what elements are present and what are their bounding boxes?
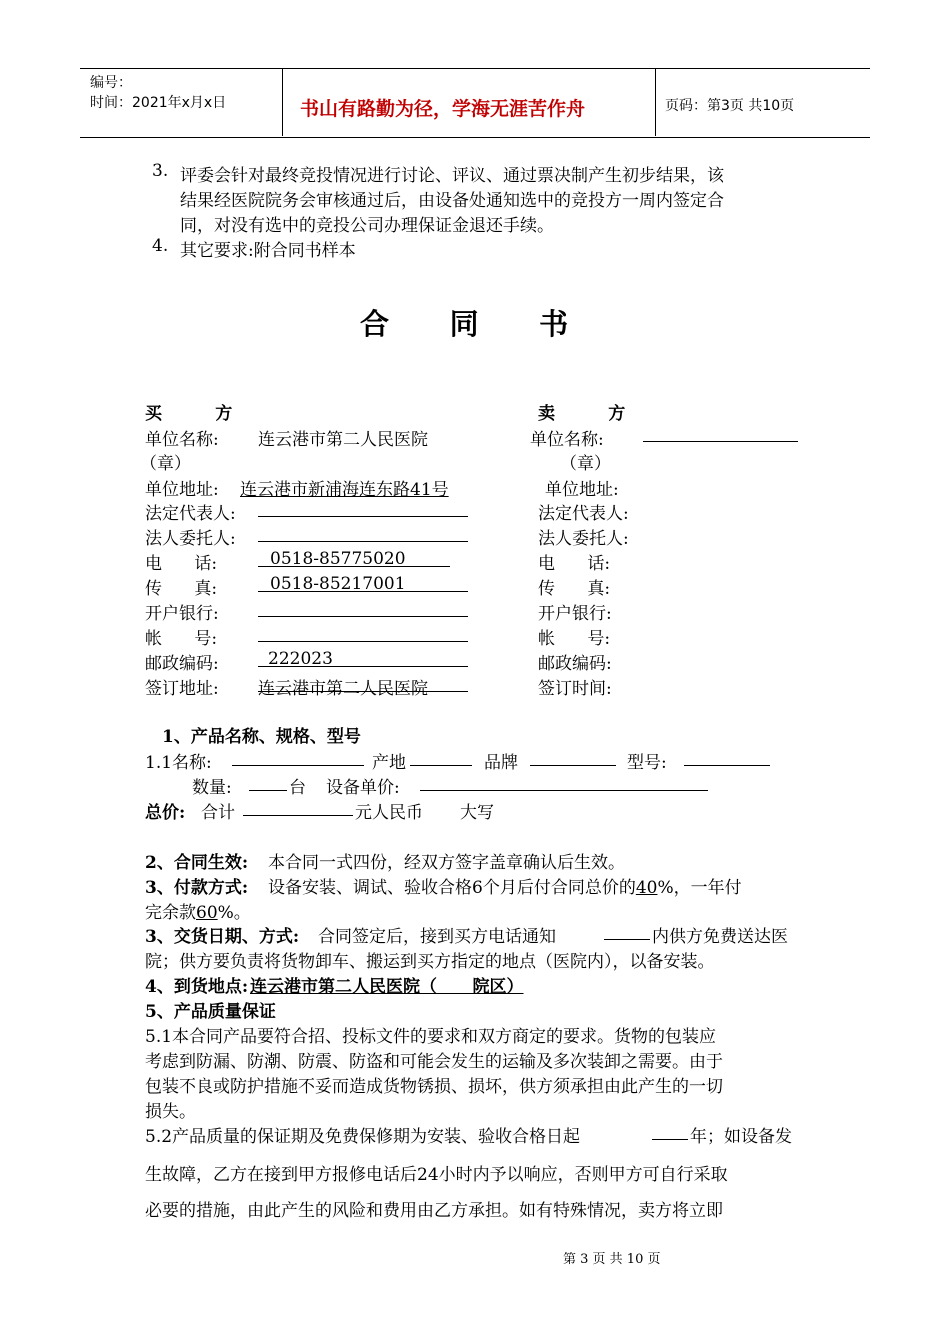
buyer-phone: 0518-85775020 [270, 549, 406, 569]
rmb-label: 元人民币 [355, 803, 423, 823]
seller-sign-time-label: 签订时间: [538, 679, 612, 699]
product-name-field[interactable] [232, 765, 364, 766]
buyer-sign-place-label: 签订地址: [145, 679, 219, 699]
product-name-label: 1.1名称: [145, 753, 212, 773]
buyer-legal-agent-field[interactable] [258, 541, 468, 542]
buyer-fax-underline [258, 591, 468, 592]
buyer-fax-label: 传 真: [145, 579, 218, 599]
buyer-account-label: 帐 号: [145, 629, 218, 649]
buyer-address: 连云港市新浦海连东路41号 [240, 480, 449, 500]
delivery-days-field[interactable] [604, 939, 650, 940]
buyer-legal-agent-label: 法人委托人: [145, 529, 236, 549]
delivery-location: 连云港市第二人民医院（ 院区） [250, 977, 524, 997]
buyer-bank-label: 开户银行: [145, 604, 219, 624]
quantity-unit: 台 [289, 778, 306, 798]
seller-bank-label: 开户银行: [538, 604, 612, 624]
buyer-phone-label: 电 话: [145, 554, 218, 574]
item-text: 同，对没有选中的竞投公司办理保证金退还手续。 [180, 216, 554, 236]
buyer-account-field[interactable] [258, 641, 468, 642]
contract-title: 合 同 书 [360, 307, 569, 341]
payment-text: 设备安装、调试、验收合格6个月后付合同总价的40%，一年付 [268, 878, 742, 898]
buyer-sign-place: 连云港市第二人民医院 [258, 679, 428, 699]
header-divider [282, 68, 283, 136]
payment-percent-2: 60 [196, 903, 218, 923]
buyer-unit-name: 连云港市第二人民医院 [258, 430, 428, 450]
seller-legal-agent-label: 法人委托人: [538, 529, 629, 549]
buyer-postcode-label: 邮政编码: [145, 654, 219, 674]
buyer-unit-name-label: 单位名称: [145, 430, 219, 450]
buyer-legal-rep-field[interactable] [258, 516, 468, 517]
seller-account-label: 帐 号: [538, 629, 611, 649]
buyer-heading: 买 方 [145, 404, 233, 424]
header-motto: 书山有路勤为径，学海无涯苦作舟 [300, 98, 586, 120]
item-text: 结果经医院院务会审核通过后，由设备处通知选中的竞投方一周内签定合 [180, 191, 724, 211]
header-divider [655, 68, 656, 136]
model-field[interactable] [684, 765, 770, 766]
model-label: 型号: [627, 753, 667, 773]
section-1-heading: 1、产品名称、规格、型号 [162, 727, 361, 747]
document-time: 时间：2021年x月x日 [90, 95, 227, 111]
capital-label: 大写 [460, 803, 494, 823]
section-2-heading: 2、合同生效: [145, 853, 249, 873]
clause-5-2: 生故障，乙方在接到甲方报修电话后24小时内予以响应，否则甲方可自行采取 [145, 1165, 728, 1185]
seller-address-label: 单位地址: [545, 480, 619, 500]
seller-seal: （章） [560, 454, 611, 474]
buyer-seal: （章） [140, 454, 191, 474]
clause-5-2: 5.2产品质量的保证期及免费保修期为安装、验收合格日起 [145, 1127, 581, 1147]
total-price-label: 总价: [145, 803, 186, 823]
item-number: 3. [152, 161, 169, 181]
payment-text-cont: 完余款60%。 [145, 903, 251, 923]
buyer-sign-place-underline [258, 691, 468, 692]
buyer-postcode-underline [258, 666, 468, 667]
seller-fax-label: 传 真: [538, 579, 611, 599]
item-text: 其它要求:附合同书样本 [180, 241, 356, 261]
section-3-heading: 3、付款方式: [145, 878, 249, 898]
seller-unit-name-field[interactable] [643, 441, 798, 442]
clause-5-1: 损失。 [145, 1102, 196, 1122]
section-5-heading: 5、产品质量保证 [145, 1002, 276, 1022]
clause-5-2: 必要的措施，由此产生的风险和费用由乙方承担。如有特殊情况，卖方将立即 [145, 1201, 723, 1221]
seller-postcode-label: 邮政编码: [538, 654, 612, 674]
origin-label: 产地 [372, 753, 406, 773]
seller-heading: 卖 方 [538, 404, 626, 424]
seller-phone-label: 电 话: [538, 554, 611, 574]
section-4-heading: 4、到货地点: [145, 977, 249, 997]
section-2-text: 本合同一式四份，经双方签字盖章确认后生效。 [268, 853, 625, 873]
origin-field[interactable] [410, 765, 472, 766]
delivery-text-a: 合同签定后，接到买方电话通知 [318, 927, 556, 947]
delivery-text-b: 内供方免费送达医 [652, 927, 788, 947]
total-sum-label: 合计 [201, 803, 235, 823]
warranty-years-field[interactable] [652, 1139, 688, 1140]
total-sum-field[interactable] [243, 815, 353, 816]
buyer-legal-rep-label: 法定代表人: [145, 504, 236, 524]
seller-unit-name-label: 单位名称: [530, 430, 604, 450]
clause-5-2: 年；如设备发 [690, 1127, 792, 1147]
document-number-label: 编号： [90, 75, 132, 91]
buyer-address-label: 单位地址: [145, 480, 219, 500]
buyer-bank-field[interactable] [258, 616, 468, 617]
clause-5-1: 5.1本合同产品要符合招、投标文件的要求和双方商定的要求。货物的包装应 [145, 1027, 717, 1047]
seller-legal-rep-label: 法定代表人: [538, 504, 629, 524]
clause-5-1: 考虑到防漏、防潮、防震、防盗和可能会发生的运输及多次装卸之需要。由于 [145, 1052, 723, 1072]
brand-label: 品牌 [484, 753, 518, 773]
buyer-postcode: 222023 [268, 649, 333, 669]
page-footer: 第 3 页 共 10 页 [563, 1252, 661, 1267]
payment-percent-1: 40 [635, 878, 658, 898]
delivery-text-c: 院；供方要负责将货物卸车、搬运到买方指定的地点（医院内），以备安装。 [145, 952, 715, 972]
unit-price-field[interactable] [420, 790, 708, 791]
header-page-info: 页码：第3页 共10页 [665, 98, 795, 114]
buyer-phone-underline [258, 566, 450, 567]
unit-price-label: 设备单价: [326, 778, 400, 798]
brand-field[interactable] [530, 765, 616, 766]
delivery-heading: 3、交货日期、方式: [145, 927, 300, 947]
buyer-fax: 0518-85217001 [270, 574, 406, 594]
clause-5-1: 包装不良或防护措施不妥而造成货物锈损、损坏，供方须承担由此产生的一切 [145, 1077, 723, 1097]
item-number: 4. [152, 236, 169, 256]
item-text: 评委会针对最终竞投情况进行讨论、评议、通过票决制产生初步结果，该 [180, 166, 724, 186]
quantity-label: 数量: [192, 778, 232, 798]
quantity-field[interactable] [249, 790, 287, 791]
